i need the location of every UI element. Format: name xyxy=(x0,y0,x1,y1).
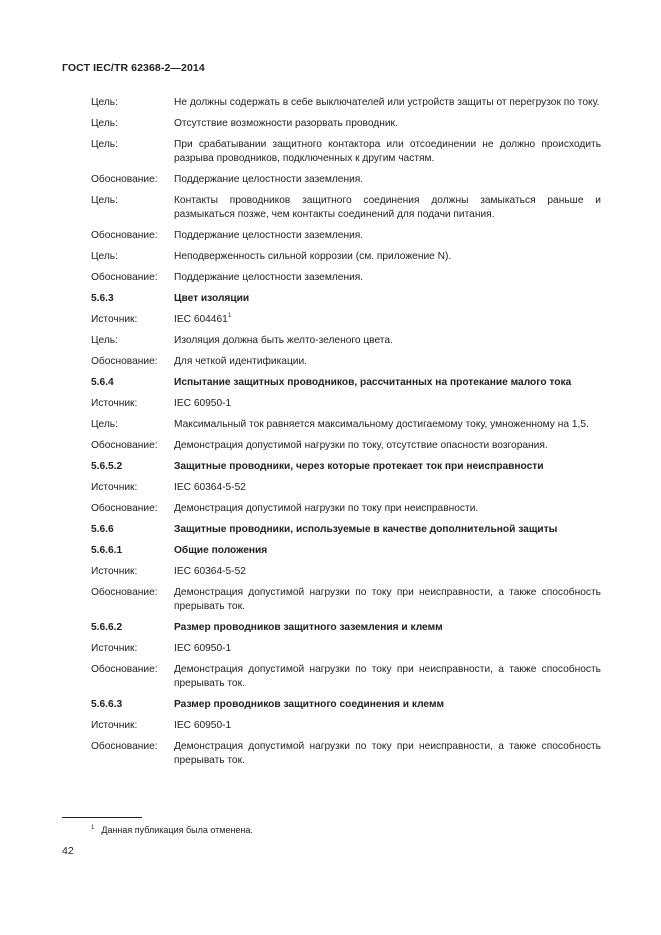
field-text: Изоляция должна быть желто-зеленого цвета. xyxy=(174,335,393,346)
field-row xyxy=(91,663,601,691)
footnote-text: Данная публикация была отменена. xyxy=(101,825,253,835)
field-text: Демонстрация допустимой нагрузки по току при неисправности. xyxy=(174,503,479,514)
field-row xyxy=(91,418,601,432)
field-label: Цель: xyxy=(91,139,118,150)
field-label: Обоснование: xyxy=(91,741,158,752)
section-number: 5.6.6.3 xyxy=(91,699,123,710)
field-row xyxy=(91,502,601,516)
section-title: Общие положения xyxy=(174,545,268,556)
field-row xyxy=(91,355,601,369)
section-number: 5.6.6.2 xyxy=(91,622,123,633)
field-row xyxy=(91,229,601,243)
section-title: Защитные проводники, через которые протекает ток при неисправности xyxy=(174,461,544,472)
field-text: Не должны содержать в себе выключателей или устройств защиты от перегрузок по току. xyxy=(174,97,600,108)
field-label: Источник: xyxy=(91,566,138,577)
section-number: 5.6.6.1 xyxy=(91,545,123,556)
document-body xyxy=(91,96,601,775)
field-label: Цель: xyxy=(91,335,118,346)
section-title: Размер проводников защитного заземления и клемм xyxy=(174,622,443,633)
section-heading xyxy=(91,544,601,558)
section-number: 5.6.3 xyxy=(91,293,114,304)
field-text: Для четкой идентификации. xyxy=(174,356,307,367)
field-row xyxy=(91,719,601,733)
field-row xyxy=(91,138,601,166)
section-heading xyxy=(91,376,601,390)
section-heading xyxy=(91,292,601,306)
section-title: Испытание защитных проводников, рассчитанных на протекание малого тока xyxy=(174,377,572,388)
field-text: Демонстрация допустимой нагрузки по току при неисправности, а также способность прерывать ток. xyxy=(174,741,601,766)
field-text: IEC 60364-5-52 xyxy=(174,482,246,493)
footnote xyxy=(91,825,253,835)
field-label: Обоснование: xyxy=(91,503,158,514)
field-label: Обоснование: xyxy=(91,587,158,598)
field-text: IEC 60950-1 xyxy=(174,720,232,731)
section-heading xyxy=(91,460,601,474)
field-label: Обоснование: xyxy=(91,440,158,451)
field-text: IEC 60950-1 xyxy=(174,398,232,409)
section-heading xyxy=(91,621,601,635)
field-row xyxy=(91,96,601,110)
field-text: IEC 60950-1 xyxy=(174,643,232,654)
field-row xyxy=(91,565,601,579)
field-label: Источник: xyxy=(91,482,138,493)
field-row xyxy=(91,271,601,285)
document-header: ГОСТ IEC/TR 62368-2—2014 xyxy=(62,62,205,74)
field-label: Источник: xyxy=(91,643,138,654)
field-row xyxy=(91,481,601,495)
field-text: Демонстрация допустимой нагрузки по току, отсутствие опасности возгорания. xyxy=(174,440,548,451)
field-text: Демонстрация допустимой нагрузки по току при неисправности, а также способность прерывать ток. xyxy=(174,664,601,689)
field-text: Поддержание целостности заземления. xyxy=(174,230,364,241)
field-label: Цель: xyxy=(91,118,118,129)
field-text: IEC 60364-5-52 xyxy=(174,566,246,577)
section-heading xyxy=(91,698,601,712)
field-text: При срабатывании защитного контактора или отсоединении не должно происходить разрыва проводников, подключенных к другим частям. xyxy=(174,139,601,164)
field-label: Обоснование: xyxy=(91,356,158,367)
footnote-reference: 1 xyxy=(227,312,232,319)
footnote-rule xyxy=(62,817,142,818)
field-row xyxy=(91,397,601,411)
field-text: Демонстрация допустимой нагрузки по току при неисправности, а также способность прерывать ток. xyxy=(174,587,601,612)
field-label: Источник: xyxy=(91,314,138,325)
field-row xyxy=(91,313,601,327)
field-text: Максимальный ток равняется максимальному достигаемому току, умноженному на 1,5. xyxy=(174,419,589,430)
section-title: Защитные проводники, используемые в качестве дополнительной защиты xyxy=(174,524,558,535)
field-row xyxy=(91,740,601,768)
field-label: Цель: xyxy=(91,97,118,108)
field-row xyxy=(91,194,601,222)
field-label: Источник: xyxy=(91,720,138,731)
field-label: Обоснование: xyxy=(91,174,158,185)
field-text: Поддержание целостности заземления. xyxy=(174,272,364,283)
page-number: 42 xyxy=(62,845,74,857)
field-row xyxy=(91,334,601,348)
footnote-marker: 1 xyxy=(91,825,95,831)
field-label: Обоснование: xyxy=(91,272,158,283)
field-label: Обоснование: xyxy=(91,664,158,675)
field-label: Источник: xyxy=(91,398,138,409)
field-text: Отсутствие возможности разорвать проводник. xyxy=(174,118,398,129)
field-label: Цель: xyxy=(91,195,118,206)
field-row xyxy=(91,250,601,264)
field-text: IEC 604461$^1$ xyxy=(174,312,232,325)
field-row xyxy=(91,586,601,614)
field-label: Цель: xyxy=(91,251,118,262)
field-label: Обоснование: xyxy=(91,230,158,241)
field-label: Цель: xyxy=(91,419,118,430)
section-number: 5.6.5.2 xyxy=(91,461,123,472)
section-title: Размер проводников защитного соединения и клемм xyxy=(174,699,445,710)
section-number: 5.6.6 xyxy=(91,524,114,535)
field-text: Поддержание целостности заземления. xyxy=(174,174,364,185)
section-number: 5.6.4 xyxy=(91,377,114,388)
field-row xyxy=(91,117,601,131)
field-row xyxy=(91,642,601,656)
field-text: Неподверженность сильной коррозии (см. приложение N). xyxy=(174,251,452,262)
section-title: Цвет изоляции xyxy=(174,293,250,304)
field-text: Контакты проводников защитного соединения должны замыкаться раньше и размыкаться позже, чем контакты соединений для подачи питания. xyxy=(174,195,601,220)
field-row xyxy=(91,439,601,453)
section-heading xyxy=(91,523,601,537)
field-row xyxy=(91,173,601,187)
